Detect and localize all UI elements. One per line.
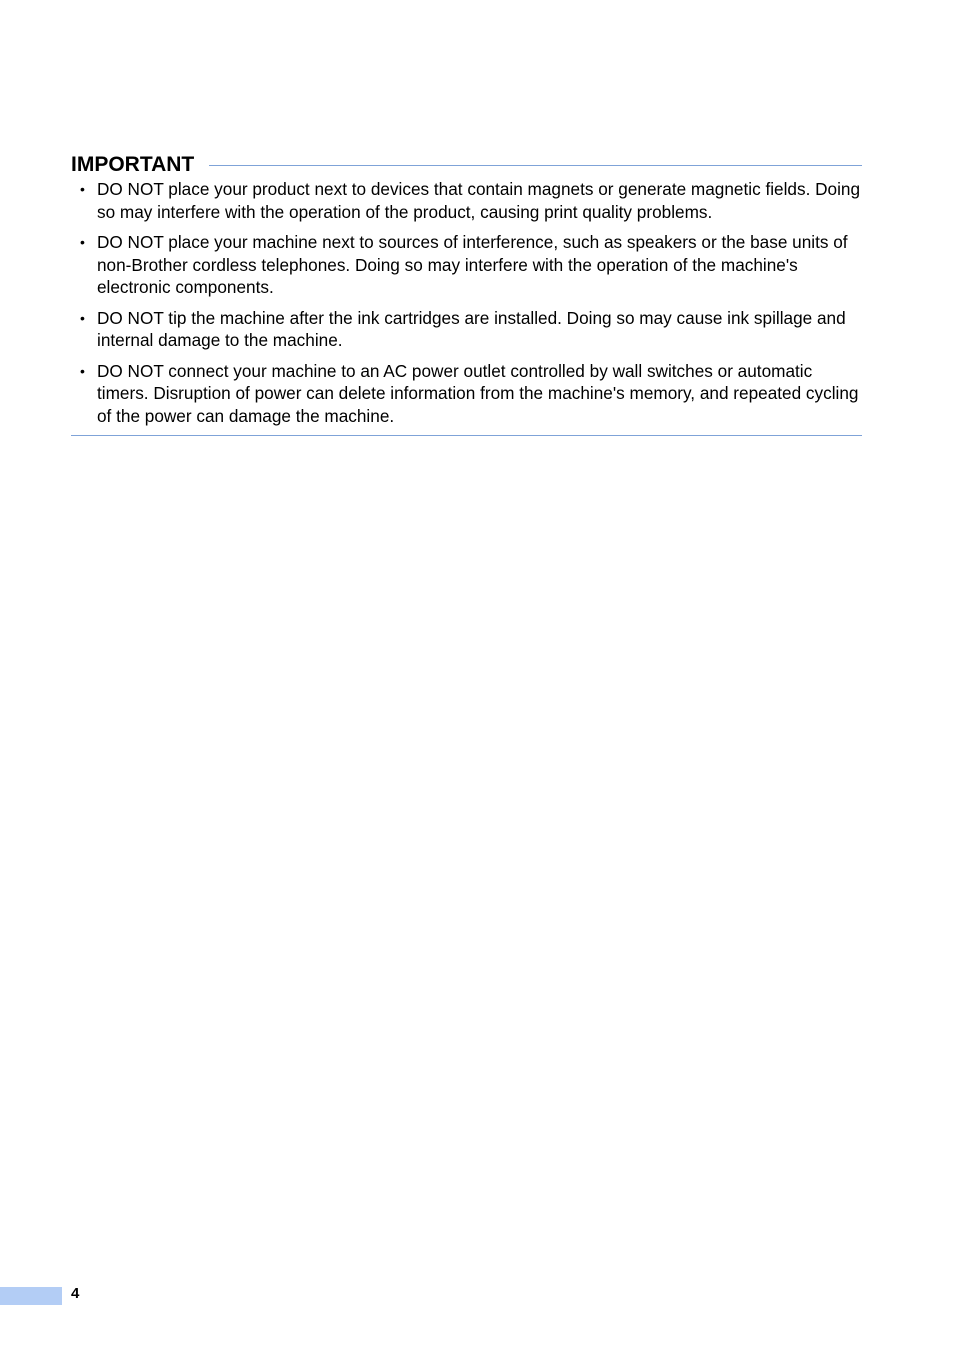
bullet-icon: • — [80, 181, 85, 197]
page-tab-marker — [0, 1287, 62, 1305]
important-header — [71, 152, 862, 178]
list-item — [71, 231, 862, 299]
bullet-icon: • — [80, 309, 85, 326]
list-item-text: DO NOT place your machine next to sources of interference, such as speakers or the base units of non-Brother cordless telephones. Doing so may interfere with the operation of the machine's electronic components. — [97, 232, 848, 297]
bullet-icon: • — [80, 362, 85, 379]
page-number: 4 — [71, 1285, 80, 1302]
list-item-text: DO NOT connect your machine to an AC power outlet controlled by wall switches or automatic timers. Disruption of power can delete information from the machine's memory, and repeated cycling of the power can damage the machine. — [97, 360, 859, 426]
list-item-text: DO NOT place your product next to devices that contain magnets or generate magnetic fields. Doing so may interfere with the operation of the product, causing print quality problems. — [97, 179, 861, 222]
important-notice — [71, 152, 862, 436]
list-item — [71, 307, 862, 352]
bullet-icon: • — [80, 234, 85, 250]
list-item — [71, 178, 862, 223]
header-divider — [209, 165, 862, 166]
important-list — [71, 178, 862, 427]
list-item — [71, 360, 862, 428]
important-title: IMPORTANT — [71, 153, 195, 176]
footer-divider — [71, 435, 862, 436]
list-item-text: DO NOT tip the machine after the ink cartridges are installed. Doing so may cause ink spillage and internal damage to the machine. — [97, 307, 846, 350]
